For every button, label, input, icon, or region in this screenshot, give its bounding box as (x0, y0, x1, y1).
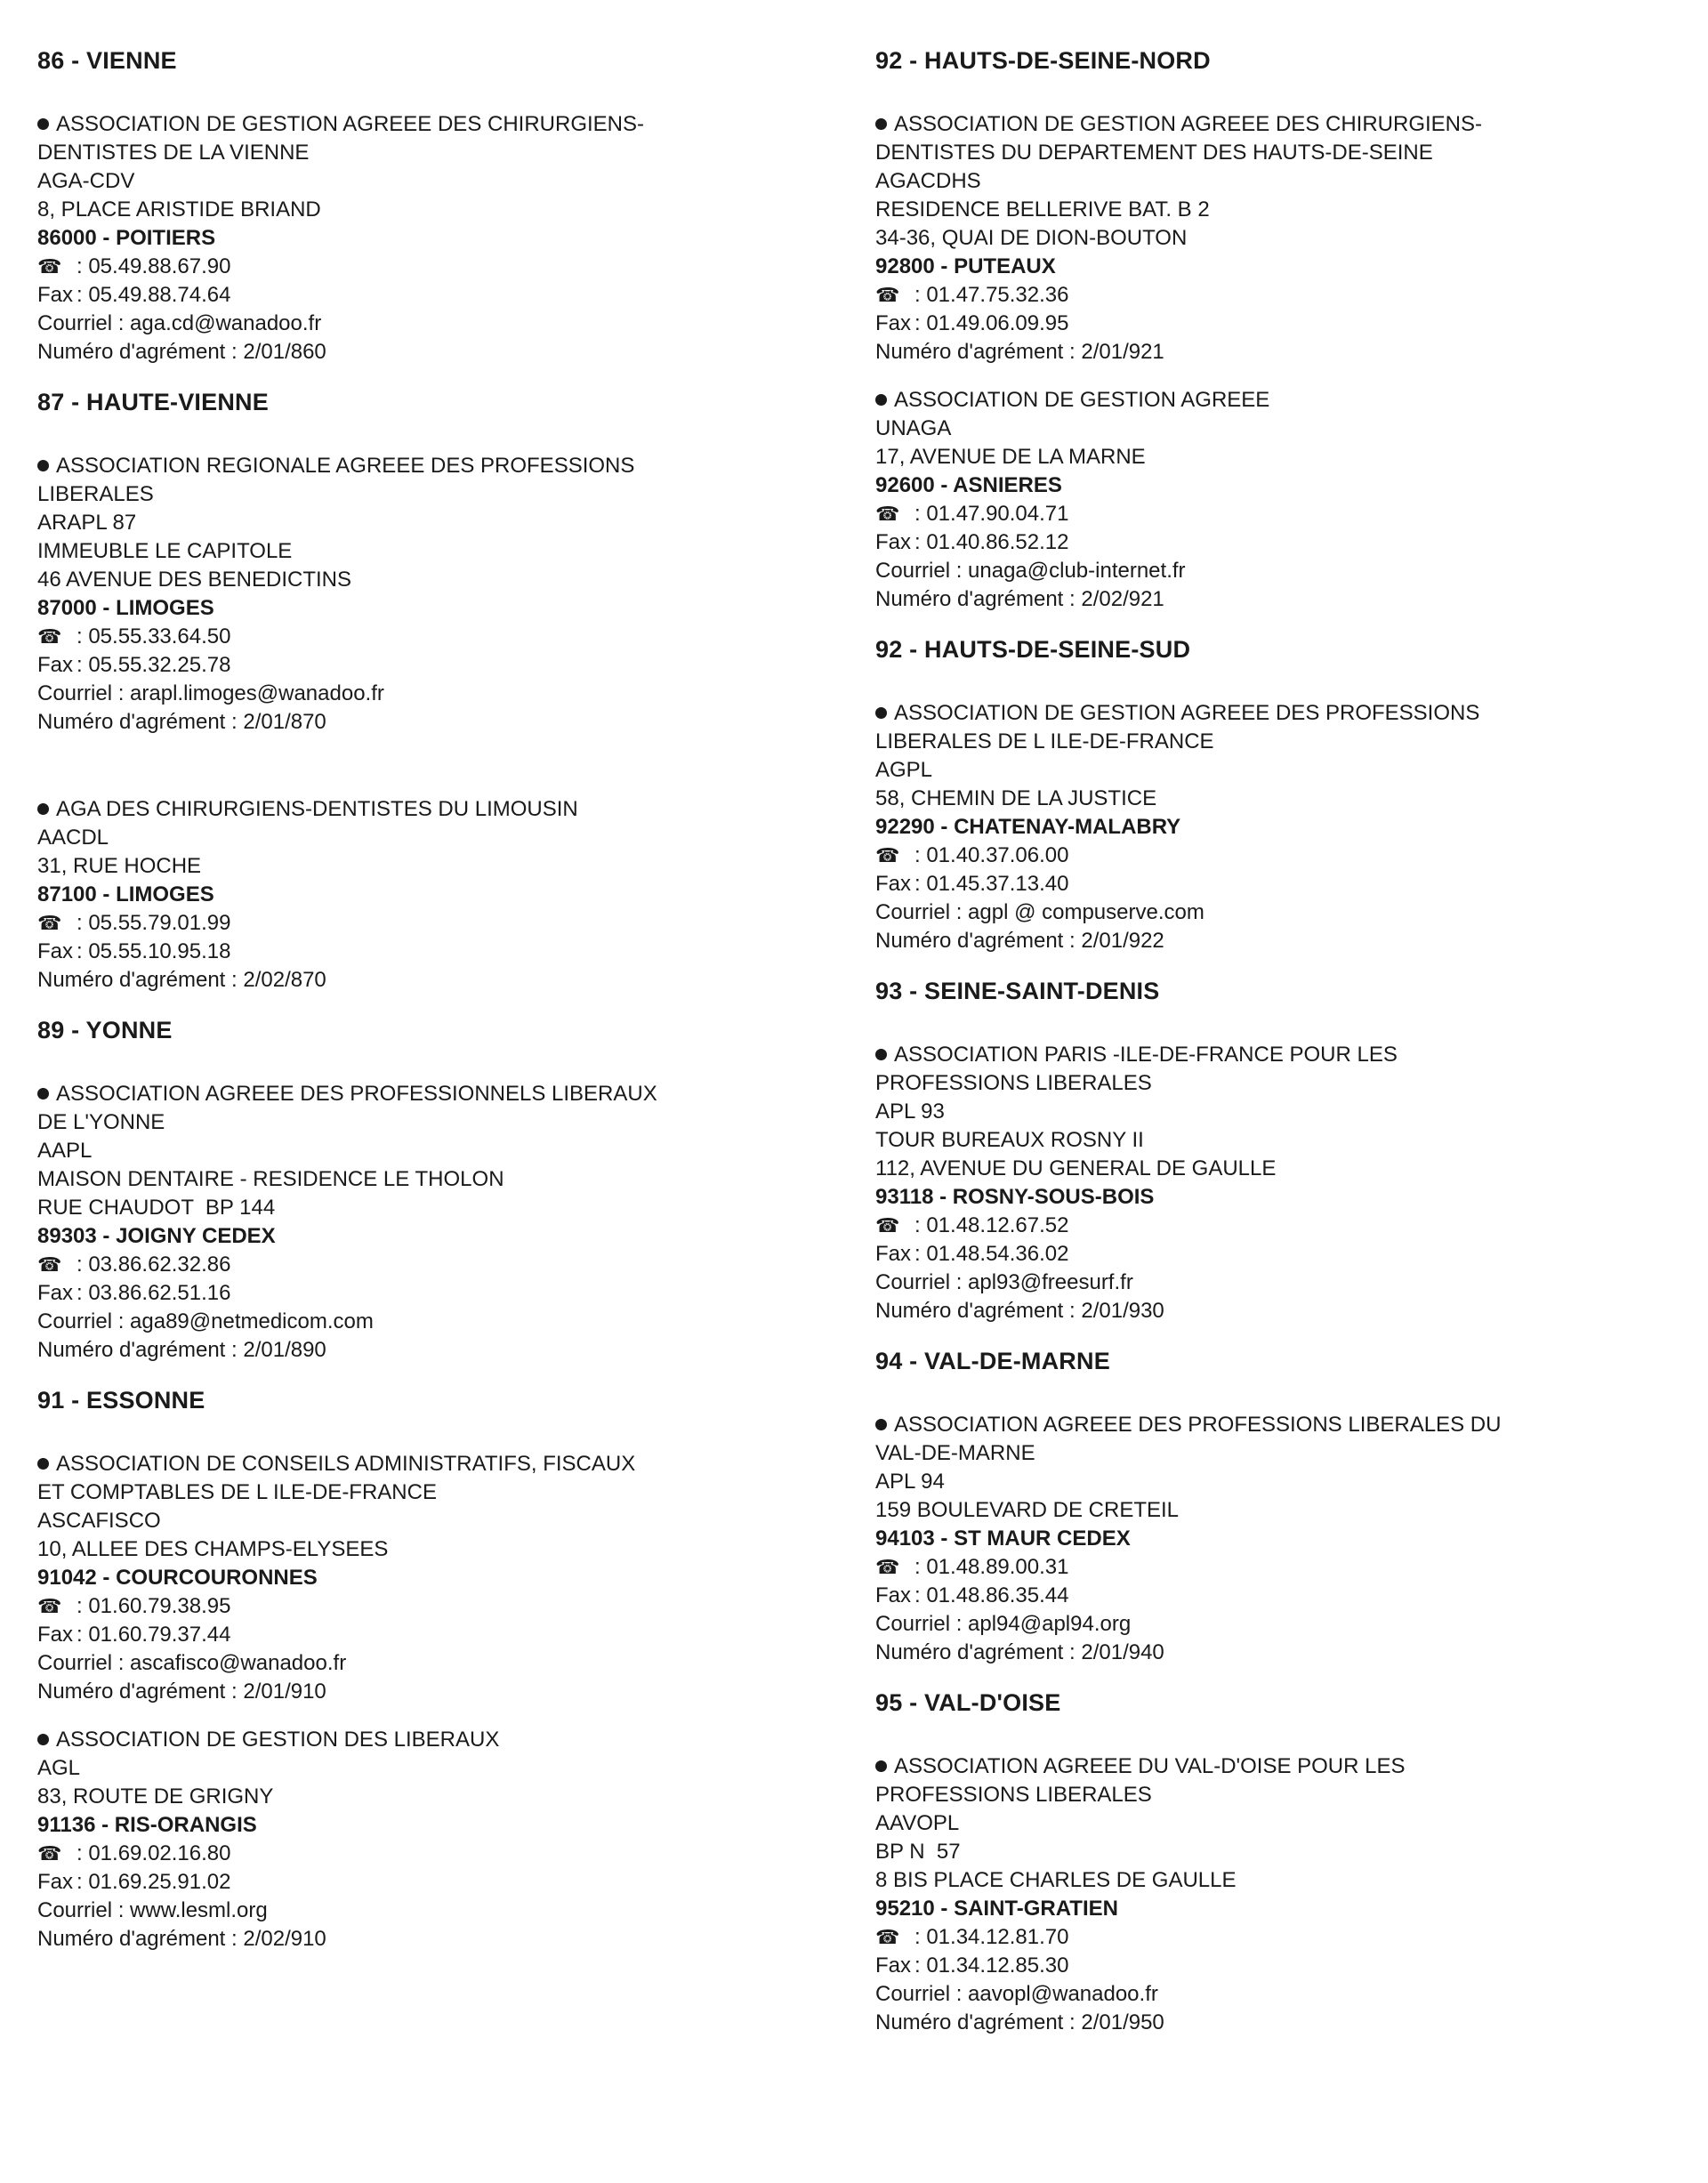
fax-label: Fax (875, 1242, 912, 1266)
association-name-text: ASSOCIATION DE GESTION AGREEE DES CHIRURGIENS- (894, 112, 1482, 136)
bullet-icon (37, 460, 49, 471)
email-line: Courriel : aavopl@wanadoo.fr (875, 1982, 1158, 2006)
fax-label: Fax (37, 1623, 74, 1647)
association-name-line (875, 1069, 1676, 1098)
address-line: AGPL (875, 758, 933, 782)
department-section (875, 1345, 1676, 1667)
fax-row (37, 1868, 838, 1897)
agrement-number: Numéro d'agrément : 2/01/910 (37, 1680, 326, 1704)
telephone-number: : 01.48.89.00.31 (914, 1555, 1069, 1579)
agrement-number: Numéro d'agrément : 2/01/940 (875, 1640, 1164, 1664)
postal-city: 95210 - SAINT-GRATIEN (875, 1897, 1118, 1921)
fax-label: Fax (37, 653, 74, 677)
address-line: 8 BIS PLACE CHARLES DE GAULLE (875, 1868, 1237, 1892)
bullet-icon (875, 1419, 887, 1430)
address-line: 159 BOULEVARD DE CRETEIL (875, 1498, 1180, 1522)
telephone-row (875, 1553, 1676, 1582)
telephone-number: : 01.48.12.67.52 (914, 1213, 1069, 1237)
telephone-row (875, 500, 1676, 528)
telephone-icon: ☎ (37, 255, 62, 278)
address-line: APL 93 (875, 1100, 945, 1124)
agrement-number: Numéro d'agrément : 2/02/921 (875, 587, 1164, 611)
association-name-line (875, 1411, 1676, 1439)
association-entry (37, 110, 838, 367)
telephone-number: : 01.40.37.06.00 (914, 843, 1069, 867)
association-name-text: DENTISTES DE LA VIENNE (37, 141, 310, 165)
address-line: 34-36, QUAI DE DION-BOUTON (875, 226, 1188, 250)
telephone-icon: ☎ (875, 503, 900, 525)
telephone-icon: ☎ (875, 844, 900, 866)
fax-label: Fax (875, 1953, 912, 1978)
address-line: TOUR BUREAUX ROSNY II (875, 1128, 1144, 1152)
telephone-icon: ☎ (37, 912, 62, 934)
email-line: Courriel : apl94@apl94.org (875, 1612, 1132, 1636)
telephone-row (875, 1212, 1676, 1240)
department-title: 94 - VAL-DE-MARNE (875, 1348, 1110, 1374)
association-name-text: LIBERALES (37, 482, 154, 506)
bullet-icon (37, 118, 49, 130)
department-section (875, 44, 1676, 614)
postal-city: 87100 - LIMOGES (37, 882, 214, 906)
address-line: AAVOPL (875, 1811, 960, 1835)
bullet-icon (875, 1760, 887, 1772)
address-line: 46 AVENUE DES BENEDICTINS (37, 568, 351, 592)
association-name-text: PROFESSIONS LIBERALES (875, 1071, 1152, 1095)
association-name-line (37, 452, 838, 480)
association-entry (875, 386, 1676, 614)
agrement-number: Numéro d'agrément : 2/01/922 (875, 929, 1164, 953)
fax-number: : 01.60.79.37.44 (77, 1623, 231, 1647)
address-line: APL 94 (875, 1470, 945, 1494)
association-entry (875, 699, 1676, 955)
agrement-number: Numéro d'agrément : 2/02/910 (37, 1927, 326, 1951)
fax-number: : 01.34.12.85.30 (914, 1953, 1069, 1978)
association-name-text: ASSOCIATION REGIONALE AGREEE DES PROFESSIONS (56, 454, 635, 478)
fax-number: : 01.45.37.13.40 (914, 872, 1069, 896)
association-name-text: ET COMPTABLES DE L ILE-DE-FRANCE (37, 1480, 437, 1504)
association-name-line (875, 699, 1676, 728)
bullet-icon (875, 1049, 887, 1060)
address-line: AGACDHS (875, 169, 981, 193)
telephone-row (37, 1251, 838, 1279)
address-line: AGL (37, 1756, 81, 1780)
telephone-row (37, 253, 838, 281)
bullet-icon (37, 803, 49, 815)
association-name-text: ASSOCIATION AGREEE DU VAL-D'OISE POUR LES (894, 1754, 1406, 1778)
telephone-number: : 01.47.90.04.71 (914, 502, 1069, 526)
fax-number: : 01.48.86.35.44 (914, 1583, 1069, 1607)
association-entry (37, 452, 838, 737)
telephone-icon: ☎ (875, 1926, 900, 1948)
department-section (37, 386, 838, 995)
association-name-text: PROFESSIONS LIBERALES (875, 1783, 1152, 1807)
email-line: Courriel : ascafisco@wanadoo.fr (37, 1651, 347, 1675)
telephone-icon: ☎ (37, 625, 62, 648)
telephone-number: : 01.60.79.38.95 (77, 1594, 231, 1618)
fax-row (875, 310, 1676, 338)
department-title: 87 - HAUTE-VIENNE (37, 389, 269, 415)
email-line: Courriel : agpl @ compuserve.com (875, 900, 1204, 924)
association-entry (875, 110, 1676, 367)
department-section (37, 1014, 838, 1365)
fax-row (37, 651, 838, 680)
association-name-line (37, 1450, 838, 1478)
association-name-line (37, 1726, 838, 1754)
telephone-row (875, 842, 1676, 870)
bullet-icon (875, 394, 887, 406)
association-name-text: ASSOCIATION AGREEE DES PROFESSIONS LIBERALES DU (894, 1413, 1502, 1437)
fax-row (875, 1240, 1676, 1269)
email-line: Courriel : apl93@freesurf.fr (875, 1270, 1133, 1294)
address-line: BP N 57 (875, 1840, 961, 1864)
association-name-line (875, 139, 1676, 167)
fax-number: : 01.49.06.09.95 (914, 311, 1069, 335)
fax-label: Fax (37, 283, 74, 307)
fax-row (37, 938, 838, 966)
telephone-icon: ☎ (37, 1842, 62, 1865)
bullet-icon (875, 118, 887, 130)
agrement-number: Numéro d'agrément : 2/01/921 (875, 340, 1164, 364)
address-line: 112, AVENUE DU GENERAL DE GAULLE (875, 1156, 1277, 1180)
association-name-text: ASSOCIATION DE CONSEILS ADMINISTRATIFS, FISCAUX (56, 1452, 636, 1476)
telephone-row (875, 281, 1676, 310)
fax-row (875, 1582, 1676, 1610)
fax-label: Fax (37, 1281, 74, 1305)
address-line: RUE CHAUDOT BP 144 (37, 1196, 276, 1220)
address-line: 10, ALLEE DES CHAMPS-ELYSEES (37, 1537, 389, 1561)
address-line: ASCAFISCO (37, 1509, 161, 1533)
telephone-row (37, 1592, 838, 1621)
association-name-line (875, 1439, 1676, 1468)
bullet-icon (37, 1088, 49, 1100)
fax-number: : 01.40.86.52.12 (914, 530, 1069, 554)
address-line: ARAPL 87 (37, 511, 137, 535)
association-entry (875, 1752, 1676, 2037)
address-line: AAPL (37, 1139, 93, 1163)
telephone-row (37, 623, 838, 651)
agrement-number: Numéro d'agrément : 2/01/950 (875, 2010, 1164, 2034)
association-name-line (875, 728, 1676, 756)
association-name-text: ASSOCIATION DE GESTION AGREEE DES CHIRURGIENS- (56, 112, 644, 136)
association-name-text: LIBERALES DE L ILE-DE-FRANCE (875, 729, 1214, 753)
association-name-line (37, 795, 838, 824)
association-name-line (37, 1108, 838, 1137)
department-title: 86 - VIENNE (37, 47, 177, 74)
telephone-number: : 01.69.02.16.80 (77, 1841, 231, 1865)
telephone-row (875, 1923, 1676, 1952)
association-entry (37, 1080, 838, 1365)
agrement-number: Numéro d'agrément : 2/01/860 (37, 340, 326, 364)
address-line: AGA-CDV (37, 169, 135, 193)
fax-number: : 05.49.88.74.64 (77, 283, 231, 307)
telephone-icon: ☎ (37, 1253, 62, 1276)
department-section (875, 1687, 1676, 2037)
address-line: 17, AVENUE DE LA MARNE (875, 445, 1146, 469)
address-line: 58, CHEMIN DE LA JUSTICE (875, 786, 1157, 810)
postal-city: 94103 - ST MAUR CEDEX (875, 1526, 1131, 1551)
department-title: 89 - YONNE (37, 1017, 173, 1043)
fax-number: : 05.55.10.95.18 (77, 939, 231, 963)
fax-label: Fax (875, 311, 912, 335)
telephone-number: : 05.49.88.67.90 (77, 254, 231, 278)
association-name-text: VAL-DE-MARNE (875, 1441, 1035, 1465)
department-section (37, 1384, 838, 1953)
association-name-line (37, 139, 838, 167)
address-line: MAISON DENTAIRE - RESIDENCE LE THOLON (37, 1167, 504, 1191)
association-entry (37, 1450, 838, 1706)
telephone-icon: ☎ (875, 1214, 900, 1236)
postal-city: 89303 - JOIGNY CEDEX (37, 1224, 276, 1248)
agrement-number: Numéro d'agrément : 2/01/930 (875, 1299, 1164, 1323)
bullet-icon (37, 1734, 49, 1745)
association-name-text: ASSOCIATION DE GESTION AGREEE (894, 388, 1270, 412)
association-name-line (875, 1041, 1676, 1069)
telephone-icon: ☎ (875, 284, 900, 306)
telephone-number: : 03.86.62.32.86 (77, 1253, 231, 1277)
fax-row (37, 1621, 838, 1649)
association-name-text: AGA DES CHIRURGIENS-DENTISTES DU LIMOUSIN (56, 797, 578, 821)
association-name-line (37, 110, 838, 139)
department-title: 93 - SEINE-SAINT-DENIS (875, 978, 1160, 1004)
address-line: UNAGA (875, 416, 952, 440)
postal-city: 91136 - RIS-ORANGIS (37, 1813, 257, 1837)
association-name-line (875, 1752, 1676, 1781)
association-name-text: ASSOCIATION DE GESTION AGREEE DES PROFESSIONS (894, 701, 1480, 725)
association-name-line (875, 110, 1676, 139)
postal-city: 92600 - ASNIERES (875, 473, 1062, 497)
department-section (875, 975, 1676, 1325)
postal-city: 86000 - POITIERS (37, 226, 216, 250)
address-line: 8, PLACE ARISTIDE BRIAND (37, 197, 321, 222)
fax-row (875, 870, 1676, 898)
telephone-number: : 05.55.79.01.99 (77, 911, 231, 935)
fax-label: Fax (875, 530, 912, 554)
email-line: Courriel : unaga@club-internet.fr (875, 559, 1186, 583)
telephone-number: : 05.55.33.64.50 (77, 624, 231, 648)
fax-label: Fax (875, 872, 912, 896)
bullet-icon (37, 1458, 49, 1470)
association-name-text: ASSOCIATION DE GESTION DES LIBERAUX (56, 1728, 500, 1752)
postal-city: 93118 - ROSNY-SOUS-BOIS (875, 1185, 1155, 1209)
postal-city: 91042 - COURCOURONNES (37, 1566, 318, 1590)
telephone-row (37, 909, 838, 938)
association-entry (37, 1726, 838, 1953)
department-section (875, 633, 1676, 955)
fax-label: Fax (37, 939, 74, 963)
association-entry (875, 1411, 1676, 1667)
agrement-number: Numéro d'agrément : 2/01/870 (37, 710, 326, 734)
association-name-line (37, 480, 838, 509)
address-line: RESIDENCE BELLERIVE BAT. B 2 (875, 197, 1210, 222)
department-section (37, 44, 838, 367)
association-entry (875, 1041, 1676, 1325)
fax-number: : 01.48.54.36.02 (914, 1242, 1069, 1266)
telephone-icon: ☎ (37, 1595, 62, 1617)
fax-row (875, 528, 1676, 557)
association-name-text: DENTISTES DU DEPARTEMENT DES HAUTS-DE-SEINE (875, 141, 1433, 165)
postal-city: 92800 - PUTEAUX (875, 254, 1056, 278)
address-line: 31, RUE HOCHE (37, 854, 202, 878)
department-title: 92 - HAUTS-DE-SEINE-NORD (875, 47, 1211, 74)
agrement-number: Numéro d'agrément : 2/01/890 (37, 1338, 326, 1362)
department-title: 95 - VAL-D'OISE (875, 1689, 1061, 1716)
association-name-line (37, 1080, 838, 1108)
email-line: Courriel : arapl.limoges@wanadoo.fr (37, 681, 384, 705)
fax-label: Fax (37, 1870, 74, 1894)
email-line: Courriel : aga.cd@wanadoo.fr (37, 311, 322, 335)
department-title: 91 - ESSONNE (37, 1387, 205, 1414)
address-line: AACDL (37, 826, 109, 850)
agrement-number: Numéro d'agrément : 2/02/870 (37, 968, 326, 992)
fax-row (37, 281, 838, 310)
association-name-line (875, 386, 1676, 415)
association-name-text: ASSOCIATION AGREEE DES PROFESSIONNELS LIBERAUX (56, 1082, 657, 1106)
association-entry (37, 795, 838, 995)
telephone-row (37, 1840, 838, 1868)
left-column (37, 44, 838, 1973)
fax-number: : 05.55.32.25.78 (77, 653, 231, 677)
telephone-number: : 01.34.12.81.70 (914, 1925, 1069, 1949)
telephone-icon: ☎ (875, 1556, 900, 1578)
right-column (875, 44, 1676, 2057)
fax-number: : 01.69.25.91.02 (77, 1870, 231, 1894)
bullet-icon (875, 707, 887, 719)
fax-row (875, 1952, 1676, 1980)
fax-label: Fax (875, 1583, 912, 1607)
postal-city: 92290 - CHATENAY-MALABRY (875, 815, 1181, 839)
fax-row (37, 1279, 838, 1308)
fax-number: : 03.86.62.51.16 (77, 1281, 231, 1305)
email-line: Courriel : aga89@netmedicom.com (37, 1309, 374, 1333)
association-name-text: DE L'YONNE (37, 1110, 165, 1134)
telephone-number: : 01.47.75.32.36 (914, 283, 1069, 307)
address-line: 83, ROUTE DE GRIGNY (37, 1784, 274, 1808)
association-name-line (37, 1478, 838, 1507)
address-line: IMMEUBLE LE CAPITOLE (37, 539, 293, 563)
department-title: 92 - HAUTS-DE-SEINE-SUD (875, 636, 1191, 663)
postal-city: 87000 - LIMOGES (37, 596, 214, 620)
association-name-line (875, 1781, 1676, 1809)
email-line: Courriel : www.lesml.org (37, 1898, 268, 1922)
association-name-text: ASSOCIATION PARIS -ILE-DE-FRANCE POUR LES (894, 1043, 1398, 1067)
